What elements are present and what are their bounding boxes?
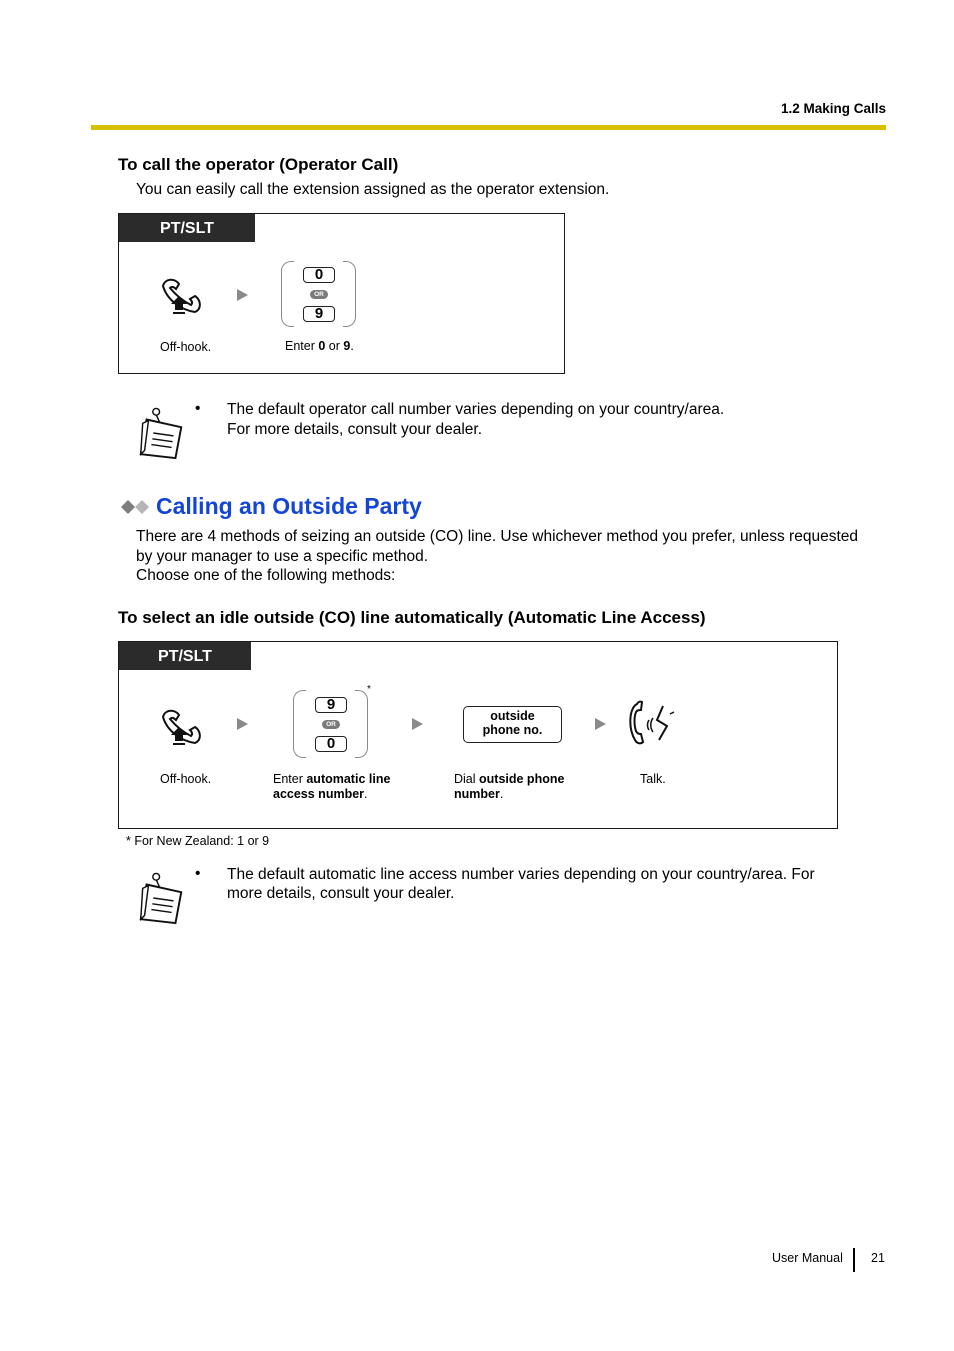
operator-note-line1: The default operator call number varies depending on your country/area.	[227, 401, 725, 418]
outside-intro-line1: There are 4 methods of seizing an outside (CO) line. Use whichever method you prefer, unless requested	[136, 528, 858, 545]
step-arrow	[237, 289, 248, 301]
bracket-left	[281, 261, 294, 327]
bracket-left	[293, 690, 306, 758]
bracket-right	[343, 261, 356, 327]
header-rule	[91, 125, 886, 130]
footnote: * For New Zealand: 1 or 9	[126, 834, 270, 848]
footer-separator	[853, 1248, 855, 1272]
off-hook-caption: Off-hook.	[160, 772, 212, 786]
auto-line-box	[118, 641, 838, 829]
running-header: 1.2 Making Calls	[780, 101, 886, 116]
auto-line-heading: To select an idle outside (CO) line automatically (Automatic Line Access)	[118, 608, 706, 627]
outside-phone-number-key: outside phone no.	[463, 706, 562, 743]
enter-access-number-caption: Enter automatic line access number.	[273, 772, 391, 801]
bullet-dot: •	[195, 400, 201, 417]
step-arrow	[237, 718, 248, 730]
auto-note-line2: more details, consult your dealer.	[227, 885, 455, 902]
operator-note-line2: For more details, consult your dealer.	[227, 421, 483, 438]
pt-slt-tab: PT/SLT	[119, 642, 251, 670]
key-0: 0	[315, 736, 347, 752]
outside-intro-line3: Choose one of the following methods:	[136, 567, 396, 584]
key-9: 9	[315, 697, 347, 713]
bullet-dot: •	[195, 865, 201, 882]
asterisk-mark: *	[367, 684, 371, 695]
off-hook-caption: Off-hook.	[160, 340, 212, 354]
talk-handset-icon	[627, 700, 677, 750]
section-diamonds-icon	[120, 499, 152, 515]
section-title: Calling an Outside Party	[156, 493, 422, 519]
auto-note-line1: The default automatic line access number varies depending on your country/area. For	[227, 866, 815, 883]
talk-caption: Talk.	[640, 772, 666, 786]
or-badge: OR	[310, 290, 328, 299]
key-9: 9	[303, 306, 335, 322]
operator-call-heading: To call the operator (Operator Call)	[118, 155, 399, 174]
dial-outside-number-caption: Dial outside phone number.	[454, 772, 565, 801]
footer-label: User Manual	[772, 1251, 843, 1265]
operator-call-box	[118, 213, 565, 374]
off-hook-handset-icon	[159, 274, 209, 316]
off-hook-handset-icon	[159, 705, 209, 747]
outside-intro-line2: by your manager to use a specific method.	[136, 548, 429, 565]
bracket-right	[355, 690, 368, 758]
step-arrow	[412, 718, 423, 730]
enter-key-caption: Enter 0 or 9.	[285, 339, 354, 353]
step-arrow	[595, 718, 606, 730]
note-icon	[136, 871, 186, 925]
operator-call-intro: You can easily call the extension assigned as the operator extension.	[136, 181, 610, 198]
page-number: 21	[871, 1251, 885, 1265]
pt-slt-tab: PT/SLT	[119, 214, 255, 242]
key-0: 0	[303, 267, 335, 283]
or-badge: OR	[322, 720, 340, 729]
note-icon	[136, 406, 186, 460]
